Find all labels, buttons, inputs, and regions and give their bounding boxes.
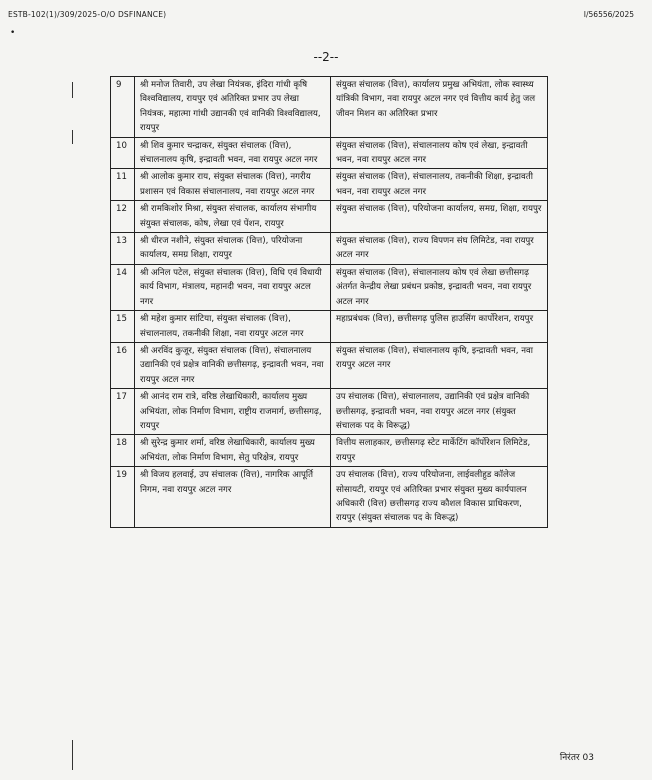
row-number: 10 — [111, 137, 135, 169]
officer-current-posting: श्री धीरज नशीने, संयुक्त संचालक (वित्त), परियोजना कार्यालय, समग्र शिक्षा, रायपुर — [135, 233, 331, 265]
table-row — [111, 467, 548, 528]
row-number: 12 — [111, 201, 135, 233]
row-number: 15 — [111, 311, 135, 343]
row-number: 16 — [111, 342, 135, 388]
continued-note: निरंतर 03 — [559, 753, 594, 763]
officer-current-posting: श्री आलोक कुमार राय, संयुक्त संचालक (वित्त), नगरीय प्रशासन एवं विकास संचालनालय, नवा रायपुर अटल नगर — [135, 169, 331, 201]
table-row — [111, 233, 548, 265]
officer-current-posting: श्री आनंद राम रात्रे, वरिष्ठ लेखाधिकारी, कार्यालय मुख्य अभियंता, लोक निर्माण विभाग, राष्ट्रीय राजमार्ग, छत्तीसगढ़, रायपुर — [135, 389, 331, 435]
table-row — [111, 264, 548, 310]
table-row — [111, 342, 548, 388]
officer-current-posting: श्री अरविंद कुजूर, संयुक्त संचालक (वित्त), संचालनालय उद्यानिकी एवं प्रक्षेत्र वानिकी छत्तीसगढ़, इन्द्रावती भवन, नवा रायपुर अटल नगर — [135, 342, 331, 388]
officer-new-posting: संयुक्त संचालक (वित्त), संचालनालय, तकनीकी शिक्षा, इन्द्रावती भवन, नवा रायपुर अटल नगर — [331, 169, 548, 201]
officer-current-posting: श्री सुरेन्द्र कुमार शर्मा, वरिष्ठ लेखाधिकारी, कार्यालय मुख्य अभियंता, लोक निर्माण विभाग, सेतु परिक्षेत्र, रायपुर — [135, 435, 331, 467]
officer-current-posting: श्री शिव कुमार चन्द्राकर, संयुक्त संचालक (वित्त), संचालनालय कृषि, इन्द्रावती भवन, नवा रायपुर अटल नगर — [135, 137, 331, 169]
officer-new-posting: उप संचालक (वित्त), राज्य परियोजना, लाईवलीहुड कॉलेज सोसायटी, रायपुर एवं अतिरिक्त प्रभार संयुक्त मुख्य कार्यपालन अधिकारी (वित्त) छत्तीसगढ़ राज्य कौशल विकास प्राधिकरण, रायपुर (संयुक्त संचालक पद के विरूद्ध) — [331, 467, 548, 528]
officer-current-posting: श्री महेश कुमार सांटिया, संयुक्त संचालक (वित्त), संचालनालय, तकनीकी शिक्षा, नवा रायपुर अटल नगर — [135, 311, 331, 343]
table-row — [111, 169, 548, 201]
officer-current-posting: श्री विजय हलवाई, उप संचालक (वित्त), नागरिक आपूर्ति निगम, नवा रायपुर अटल नगर — [135, 467, 331, 528]
row-number: 9 — [111, 77, 135, 138]
page-number: --2-- — [313, 50, 339, 64]
officer-new-posting: संयुक्त संचालक (वित्त), संचालनालय कृषि, इन्द्रावती भवन, नवा रायपुर अटल नगर — [331, 342, 548, 388]
officer-new-posting: उप संचालक (वित्त), संचालनालय, उद्यानिकी एवं प्रक्षेत्र वानिकी छत्तीसगढ़, इन्द्रावती भवन, नवा रायपुर अटल नगर (संयुक्त संचालक पद के विरूद्ध) — [331, 389, 548, 435]
file-reference: ESTB-102(1)/309/2025-O/O DSFINANCE) — [8, 10, 167, 19]
margin-mark — [72, 740, 73, 770]
row-number: 17 — [111, 389, 135, 435]
officer-new-posting: महाप्रबंधक (वित्त), छत्तीसगढ़ पुलिस हाउसिंग कार्पोरेशन, रायपुर — [331, 311, 548, 343]
officer-new-posting: संयुक्त संचालक (वित्त), कार्यालय प्रमुख अभियंता, लोक स्वास्थ्य यांत्रिकी विभाग, नवा रायपुर अटल नगर एवं वित्तीय कार्य हेतु जल जीवन मिशन का अतिरिक्त प्रभार — [331, 77, 548, 138]
table-row — [111, 311, 548, 343]
transfer-table — [110, 76, 548, 528]
officer-current-posting: श्री रामकिशोर मिश्रा, संयुक्त संचालक, कार्यालय संभागीय संयुक्त संचालक, कोष, लेखा एवं पेंशन, रायपुर — [135, 201, 331, 233]
row-number: 18 — [111, 435, 135, 467]
officer-new-posting: वित्तीय सलाहकार, छत्तीसगढ़ स्टेट मार्केटिंग कॉर्पोरेशन लिमिटेड, रायपुर — [331, 435, 548, 467]
officer-new-posting: संयुक्त संचालक (वित्त), परियोजना कार्यालय, समग्र, शिक्षा, रायपुर — [331, 201, 548, 233]
letter-number: I/56556/2025 — [583, 10, 634, 19]
bullet-mark: • — [10, 28, 16, 38]
officer-new-posting: संयुक्त संचालक (वित्त), राज्य विपणन संघ लिमिटेड, नवा रायपुर अटल नगर — [331, 233, 548, 265]
officer-new-posting: संयुक्त संचालक (वित्त), संचालनालय कोष एवं लेखा, इन्द्रावती भवन, नवा रायपुर अटल नगर — [331, 137, 548, 169]
table-row — [111, 435, 548, 467]
table-row — [111, 201, 548, 233]
table-row — [111, 77, 548, 138]
row-number: 11 — [111, 169, 135, 201]
officer-new-posting: संयुक्त संचालक (वित्त), संचालनालय कोष एवं लेखा छत्तीसगढ़ अंतर्गत केन्द्रीय लेखा प्रबंधन प्रकोष्ठ, इन्द्रावती भवन, नवा रायपुर अटल नगर — [331, 264, 548, 310]
officer-current-posting: श्री अनिल पटेल, संयुक्त संचालक (वित्त), विधि एवं विधायी कार्य विभाग, मंत्रालय, महानदी भवन, नवा रायपुर अटल नगर — [135, 264, 331, 310]
row-number: 13 — [111, 233, 135, 265]
officer-current-posting: श्री मनोज तिवारी, उप लेखा नियंत्रक, इंदिरा गांधी कृषि विश्वविद्यालय, रायपुर एवं अतिरिक्त प्रभार उप लेखा नियंत्रक, महात्मा गांधी उद्यानकी एवं वानिकी विश्वविद्यालय, रायपुर — [135, 77, 331, 138]
margin-mark — [72, 130, 73, 144]
table-row — [111, 137, 548, 169]
row-number: 14 — [111, 264, 135, 310]
row-number: 19 — [111, 467, 135, 528]
margin-mark — [72, 82, 73, 98]
table-row — [111, 389, 548, 435]
